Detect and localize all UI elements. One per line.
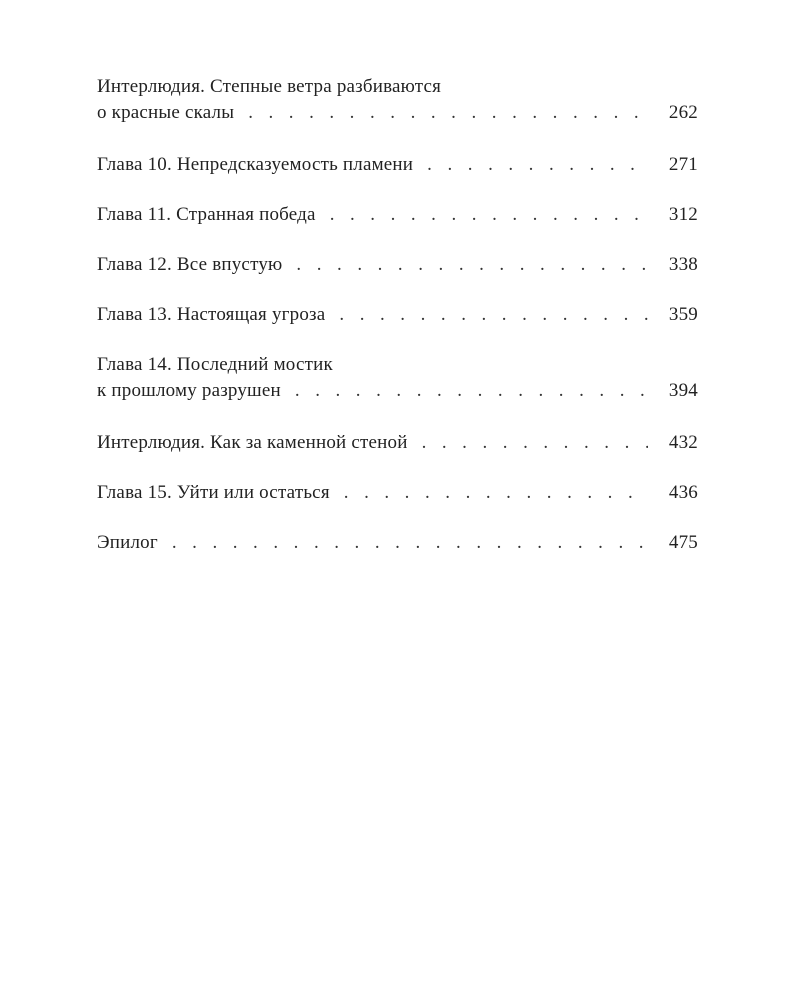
toc-entry-title: к прошлому разрушен: [97, 380, 281, 401]
toc-entry[interactable]: [97, 74, 698, 126]
dot-leader: [427, 152, 648, 178]
dot-leader: [339, 302, 648, 328]
dot-leader: [172, 530, 648, 556]
toc-page-number: 262: [668, 102, 698, 123]
toc-page-number: 475: [668, 532, 698, 553]
toc-entry[interactable]: [97, 252, 698, 278]
toc-entry[interactable]: [97, 480, 698, 506]
dot-leader: [295, 378, 648, 404]
toc-entry[interactable]: [97, 430, 698, 456]
toc-entry-title: Глава 15. Уйти или остаться: [97, 482, 330, 503]
toc-page-number: 436: [668, 482, 698, 503]
dot-leader: [344, 480, 648, 506]
toc-page-number: 338: [668, 254, 698, 275]
toc-page-number: 432: [668, 432, 698, 453]
toc-page-number: 359: [668, 304, 698, 325]
dot-leader: [296, 252, 648, 278]
toc-entry-title: Глава 13. Настоящая угроза: [97, 304, 326, 325]
toc-entry[interactable]: [97, 530, 698, 556]
toc-entry-title: Глава 12. Все впустую: [97, 254, 283, 275]
table-of-contents: [97, 74, 698, 580]
toc-entry[interactable]: [97, 202, 698, 228]
toc-entry[interactable]: [97, 352, 698, 404]
toc-entry[interactable]: [97, 302, 698, 328]
dot-leader: [422, 430, 648, 456]
dot-leader: [330, 202, 648, 228]
toc-entry-title-line1: Интерлюдия. Степные ветра разбиваются: [97, 76, 442, 97]
toc-entry-title: Глава 11. Странная победа: [97, 204, 316, 225]
toc-page-number: 271: [668, 154, 698, 175]
toc-entry-title: Глава 10. Непредсказуемость пламени: [97, 154, 414, 175]
toc-entry-title: Эпилог: [97, 532, 158, 553]
toc-page-number: 312: [668, 204, 698, 225]
toc-entry[interactable]: [97, 152, 698, 178]
toc-entry-title-line1: Глава 14. Последний мостик: [97, 354, 333, 375]
toc-entry-title: о красные скалы: [97, 102, 235, 123]
toc-page-number: 394: [668, 380, 698, 401]
toc-entry-title: Интерлюдия. Как за каменной стеной: [97, 432, 408, 453]
dot-leader: [248, 100, 648, 126]
